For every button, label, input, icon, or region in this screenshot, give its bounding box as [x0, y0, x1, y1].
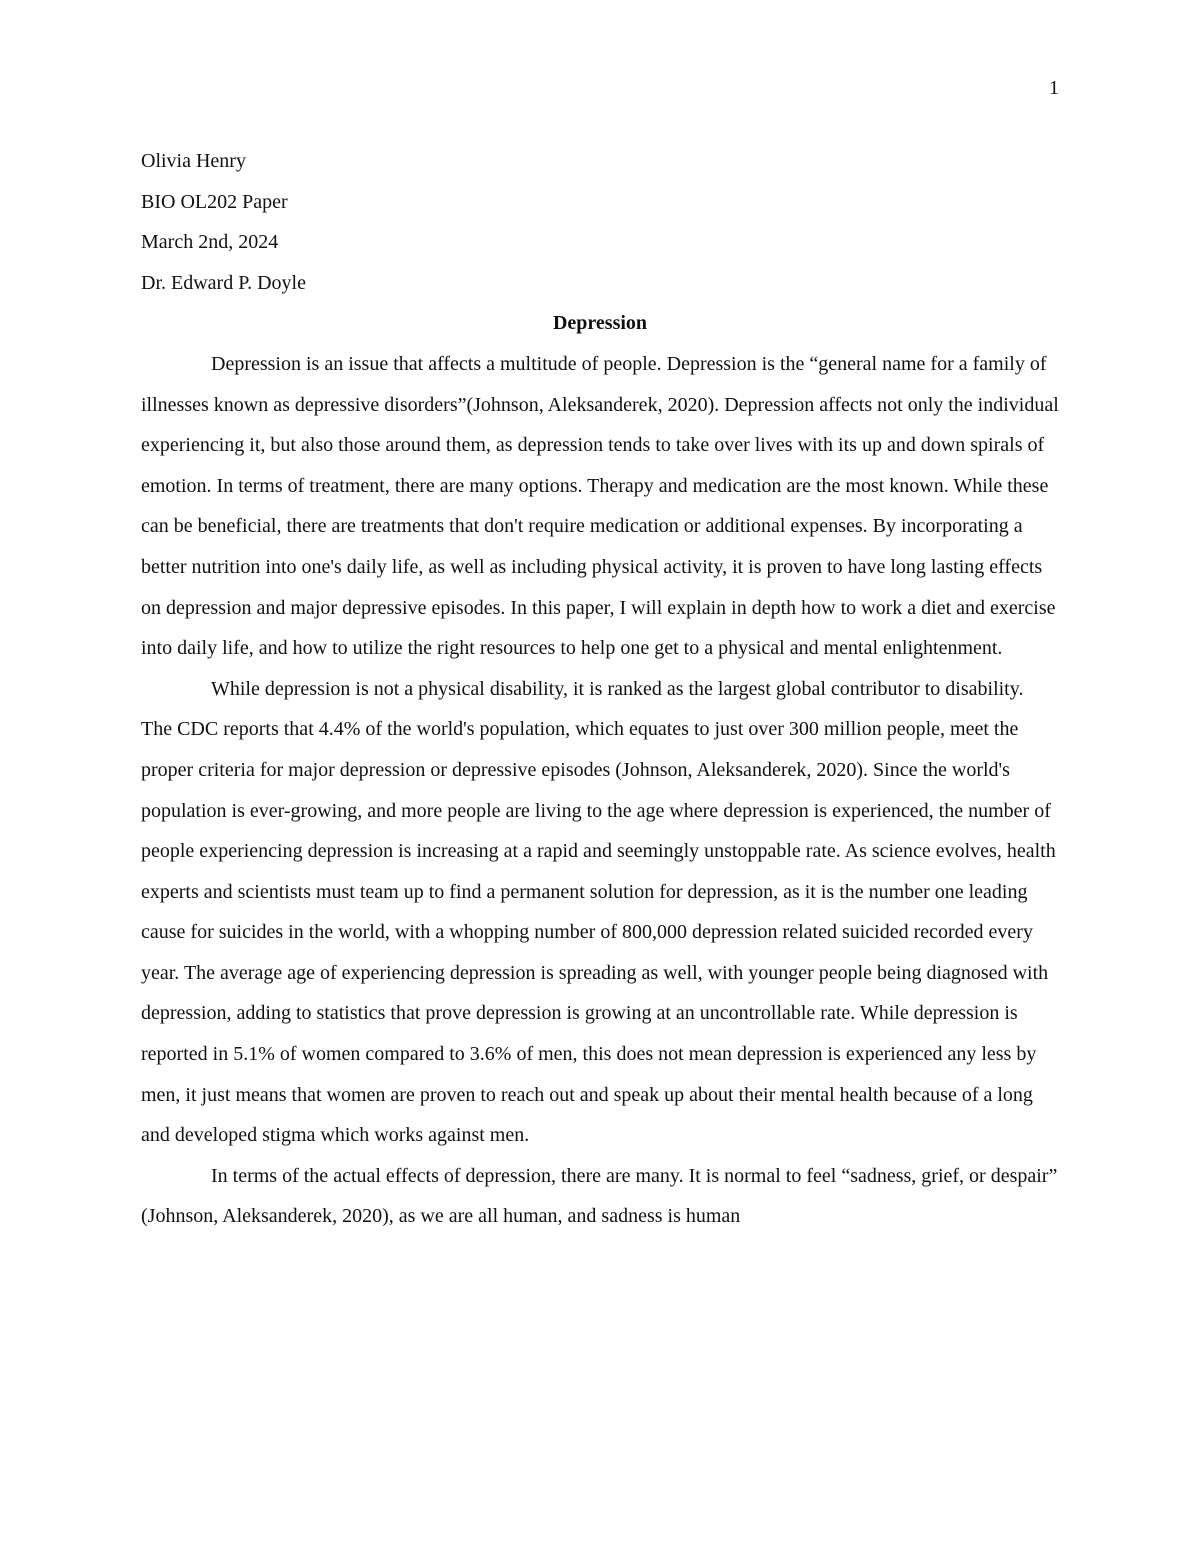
instructor-name: Dr. Edward P. Doyle	[141, 271, 306, 294]
paper-title: Depression	[552, 312, 648, 335]
paper-date: March 2nd, 2024	[141, 231, 279, 254]
body-paragraph-2: While depression is not a physical disability, it is ranked as the largest global contributor to disability. The CDC reports that 4.4% of the world's population, which equates to just over 300 million people, meet the proper criteria for major depression or depressive episodes (Johnson, Aleksanderek, 2020). Since the world's population is ever-growing, and more people are living to the age where depression is experienced, the number of people experiencing depression is increasing at a rapid and seemingly unstoppable rate. As science evolves, health experts and scientists must team up to find a permanent solution for depression, as it is the number one leading cause for suicides in the world, with a whopping number of 800,000 depression related suicided recorded every year. The average age of experiencing depression is spreading as well, with younger people being diagnosed with depression, adding to statistics that prove depression is growing at an uncontrollable rate. While depression is reported in 5.1% of women compared to 3.6% of men, this does not mean depression is experienced any less by men, it just means that women are proven to reach out and speak up about their mental health because of a long and developed stigma which works against men.	[141, 677, 1056, 1147]
body-paragraph-3: In terms of the actual effects of depression, there are many. It is normal to feel “sadness, grief, or despair” (Johnson, Aleksanderek, 2020), as we are all human, and sadness is human	[141, 1164, 1058, 1228]
document-body	[141, 141, 1059, 1237]
course-name: BIO OL202 Paper	[141, 190, 288, 213]
page-number: 1	[1049, 77, 1059, 99]
author-name: Olivia Henry	[141, 150, 246, 172]
body-paragraph-1: Depression is an issue that affects a multitude of people. Depression is the “general name for a family of illnesses known as depressive disorders”(Johnson, Aleksanderek, 2020). Depression affects not only the individual experiencing it, but also those around them, as depression tends to take over lives with its up and down spirals of emotion. In terms of treatment, there are many options. Therapy and medication are the most known. While these can be beneficial, there are treatments that don't require medication or additional expenses. By incorporating a better nutrition into one's daily life, as well as including physical activity, it is proven to have long lasting effects on depression and major depressive episodes. In this paper, I will explain in depth how to work a diet and exercise into daily life, and how to utilize the right resources to help one get to a physical and mental enlightenment.	[141, 352, 1059, 660]
